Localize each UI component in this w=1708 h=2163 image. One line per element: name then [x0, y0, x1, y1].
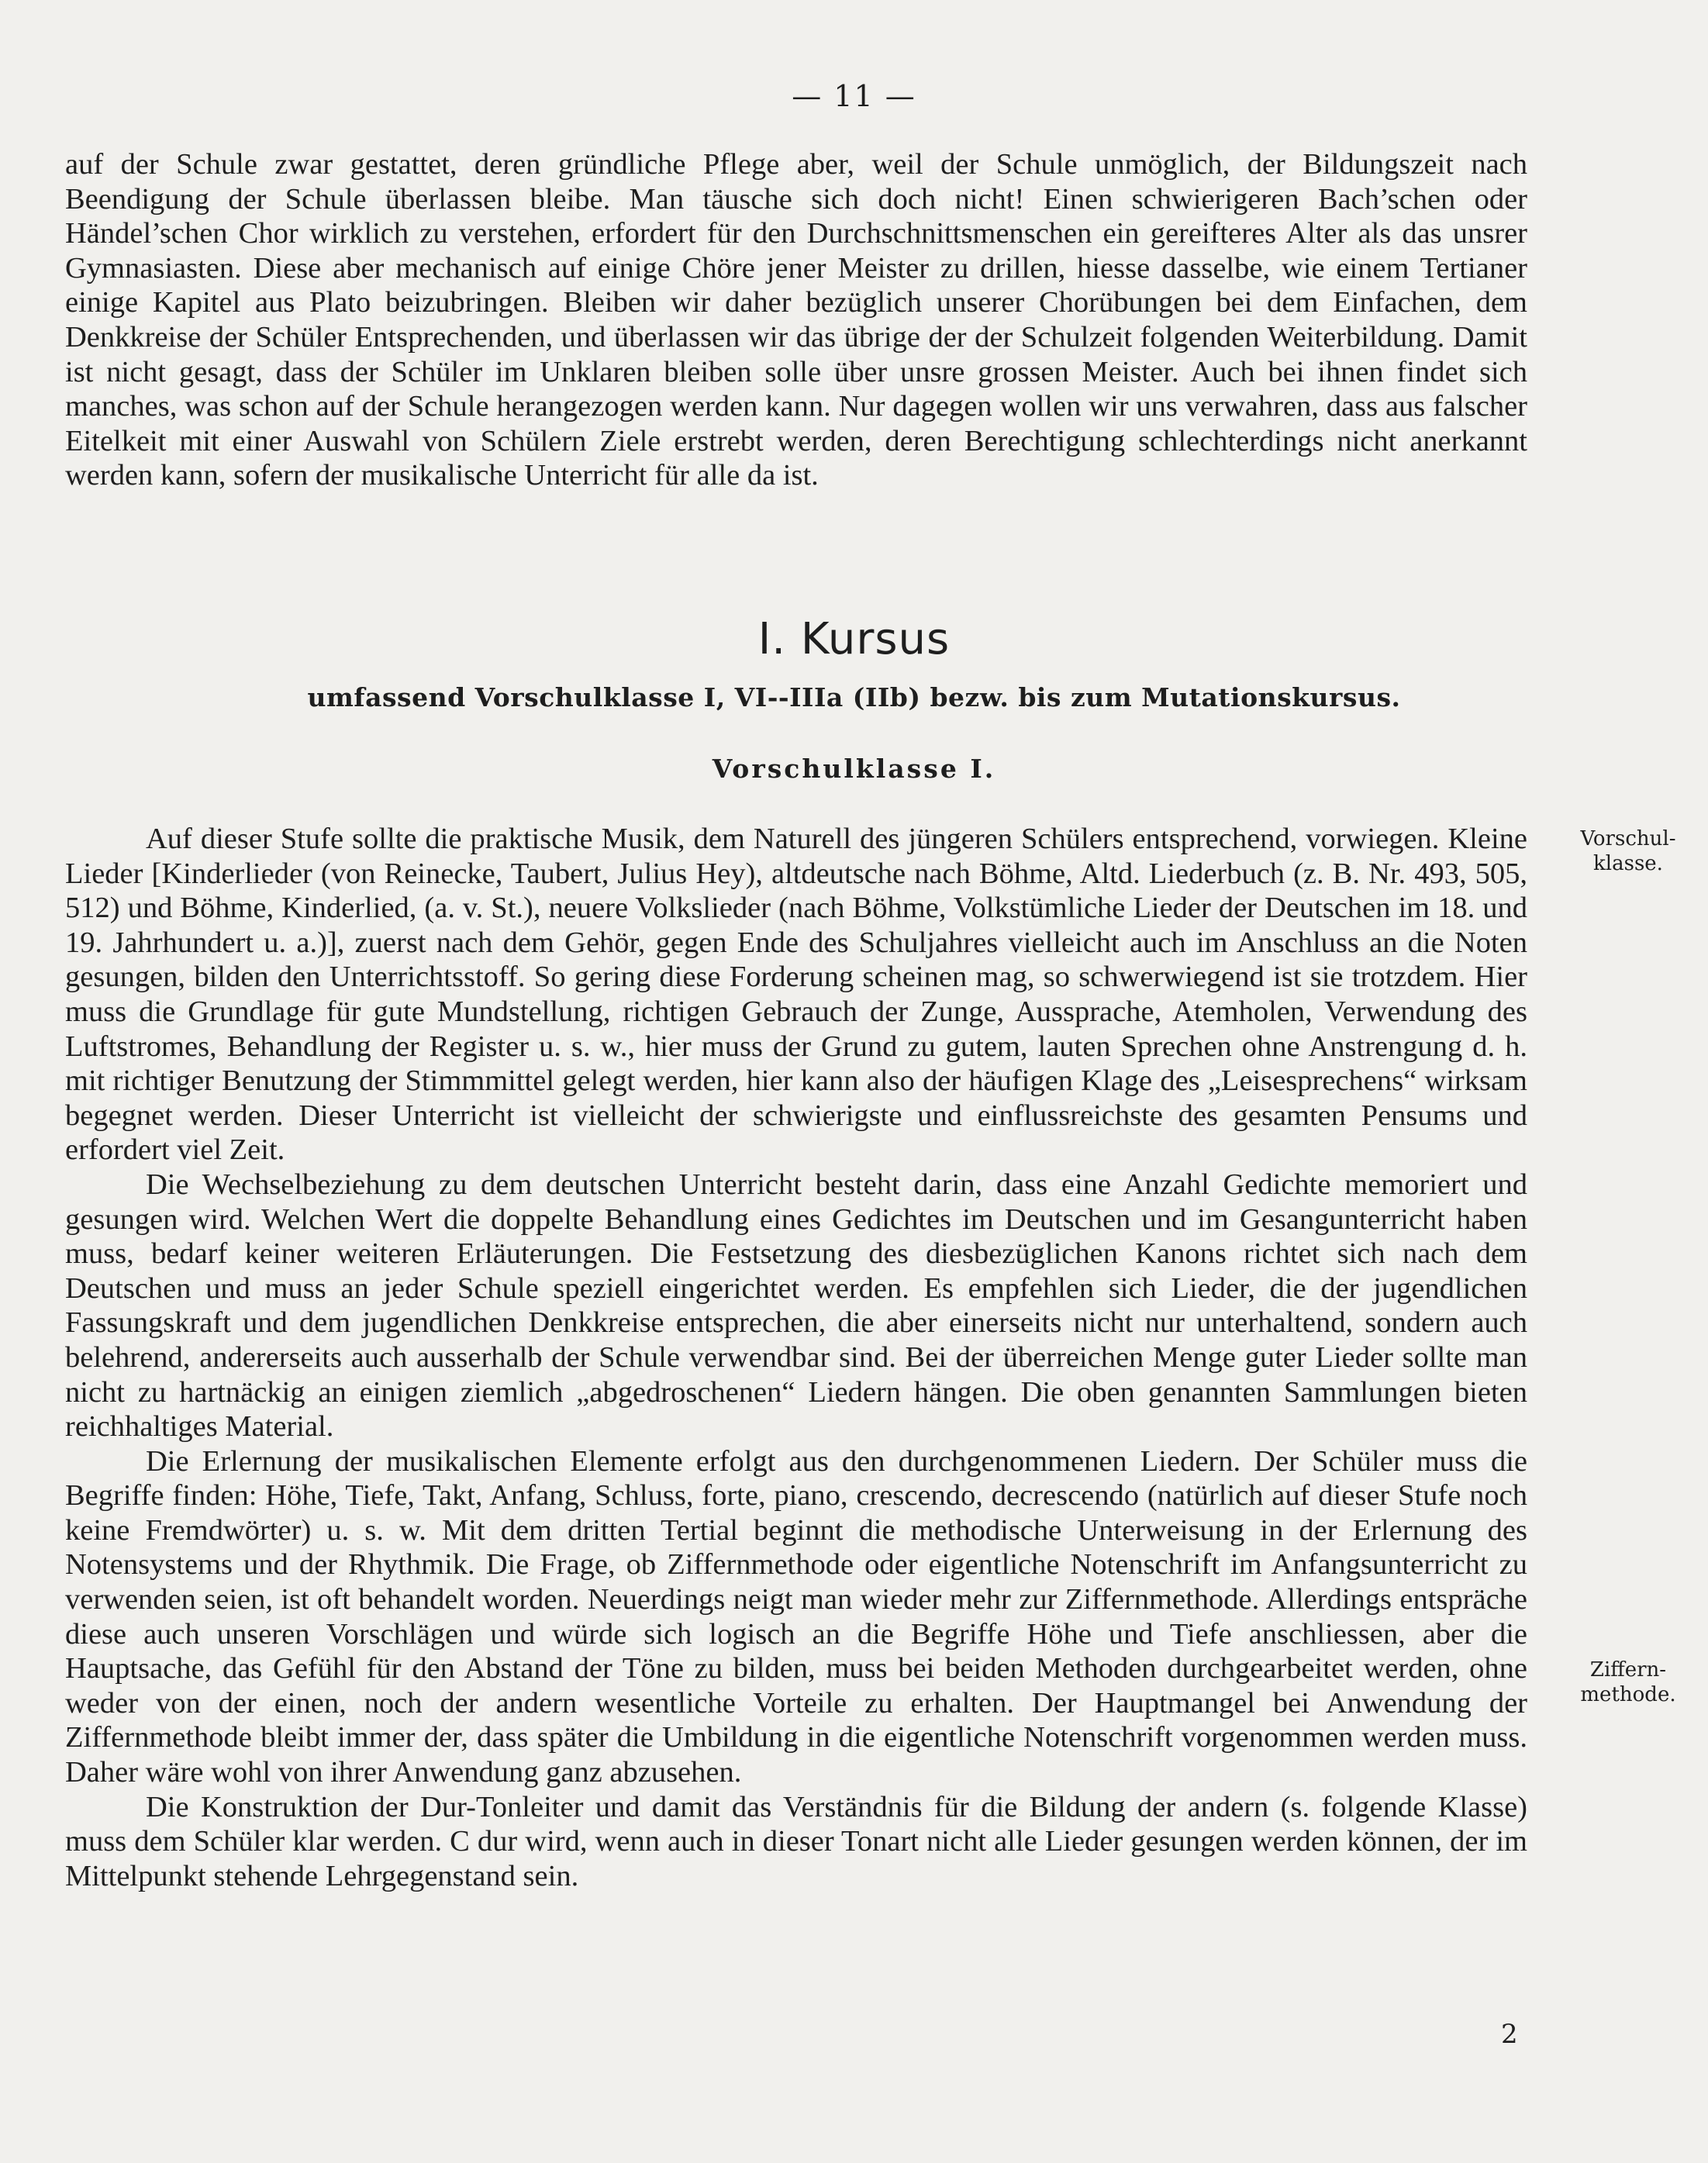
paragraph-musikalische-elemente: Die Erlernung der musikalischen Elemente erfolgt aus den durchgenommenen Liedern. Der Schüler muss die Begriffe finden: Höhe, Tiefe, Takt, Anfang, Schluss, forte, piano, crescendo, decrescendo (natürlich auf dieser Stufe noch keine Fremdwörter) u. s. w. Mit dem dritten Tertial beginnt die methodische Unterweisung in der Erlernung des Notensystems und der Rhythmik. Die Frage, ob Ziffernmethode oder eigentliche Notenschrift im Anfangsunterricht zu verwenden seien, ist oft behandelt worden. Neuerdings neigt man wieder mehr zur Ziffernmethode. Allerdings entspräche diese auch unseren Vorschlägen und würde sich logisch an die Begriffe Höhe und Tiefe anschliessen, aber die Hauptsache, das Gefühl für den Abstand der Töne zu bilden, muss bei beiden Methoden durchgearbeitet werden, ohne weder von der einen, noch der andern wesentliche Vorteile zu erhalten. Der Hauptmangel bei Anwendung der Ziffernmethode bleibt immer der, dass später die Umbildung in die eigentliche Notenschrift vorgenommen werden muss. Daher wäre wohl von ihrer Anwendung ganz abzusehen.: [65, 1444, 1527, 1789]
paragraph-praktische-musik: Auf dieser Stufe sollte die praktische Musik, dem Naturell des jüngeren Schülers entsprechend, vorwiegen. Kleine Lieder [Kinderlieder (von Reinecke, Taubert, Julius Hey), altdeutsche nach Böhme, Altd. Liederbuch (z. B. Nr. 493, 505, 512) und Böhme, Kinderlied, (a. v. St.), neuere Volkslieder (nach Böhme, Volkstümliche Lieder der Deutschen im 18. und 19. Jahrhundert u. a.)], zuerst nach dem Gehör, gegen Ende des Schuljahres vielleicht auch im Anschluss an die Noten gesungen, bilden den Unterrichtsstoff. So gering diese Forderung scheinen mag, so schwerwiegend ist sie trotzdem. Hier muss die Grundlage für gute Mundstellung, richtigen Gebrauch der Zunge, Aussprache, Atemholen, Verwendung des Luftstromes, Behandlung der Register u. s. w., hier muss der Grund zu gutem, lauten Sprechen ohne Anstrengung d. h. mit richtiger Benutzung der Stimmmittel gelegt werden, hier kann also der häufigen Klage des „Leisesprechens“ wirksam begegnet werden. Dieser Unterricht ist vielleicht der schwierigste und einflussreichste des gesamten Pensums und erfordert viel Zeit.: [65, 823, 1527, 1167]
signature-mark: 2: [1501, 2019, 1518, 2050]
intro-paragraph: auf der Schule zwar gestattet, deren gründliche Pflege aber, weil der Schule unmöglich, der Bildungszeit nach Beendigung der Schule überlassen bleibe. Man täusche sich doch nicht! Einen schwierigeren Bach’schen oder Händel’schen Chor wirklich zu verstehen, erfordert für den Durchschnittsmenschen ein gereifteres Alter als das unsrer Gymnasiasten. Diese aber mechanisch auf einige Chöre jener Meister zu drillen, hiesse dasselbe, wie einem Tertianer einige Kapitel aus Plato beizubringen. Bleiben wir daher bezüglich unserer Chorübungen bei dem Einfachen, dem Denkkreise der Schüler Entsprechenden, und überlassen wir das übrige der der Schulzeit folgenden Weiterbildung. Damit ist nicht gesagt, dass der Schüler im Unklaren bleiben solle über unsre grossen Meister. Auch bei ihnen findet sich manches, was schon auf der Schule herangezogen werden kann. Nur dagegen wollen wir uns verwahren, dass aus falscher Eitelkeit mit einer Auswahl von Schülern Ziele erstrebt werden, deren Berechtigung schlechterdings nicht anerkannt werden kann, sofern der musikalische Unterricht für alle da ist.: [65, 148, 1527, 492]
section-title: I. Kursus: [757, 614, 951, 664]
margin-note-ziffernmethode: Ziffern- methode.: [1580, 1658, 1676, 1706]
paragraph-wechselbeziehung: Die Wechselbeziehung zu dem deutschen Unterricht besteht darin, dass eine Anzahl Gedichte memoriert und gesungen wird. Welchen Wert die doppelte Behandlung eines Gedichtes im Deutschen und im Gesangunterricht haben muss, bedarf keiner weiteren Erläuterungen. Die Festsetzung des diesbezüglichen Kanons richtet sich nach dem Deutschen und muss an jeder Schule speziell eingerichtet werden. Es empfehlen sich Lieder, die der jugendlichen Fassungskraft und dem jugendlichen Denkkreise entsprechen, die aber einerseits nicht nur unterhaltend, sondern auch belehrend, andererseits auch ausserhalb der Schule verwendbar sind. Bei der überreichen Menge guter Lieder sollte man nicht zu hartnäckig an einigen ziemlich „abgedroschenen“ Liedern hängen. Die oben genannten Sammlungen bieten reichhaltiges Material.: [65, 1168, 1527, 1444]
main-text-block: [65, 822, 1527, 1893]
class-heading: Vorschulklasse I.: [712, 754, 996, 784]
paragraph-dur-tonleiter: Die Konstruktion der Dur-Tonleiter und damit das Verständnis für die Bildung der andern (s. folgende Klasse) muss dem Schüler klar werden. C dur wird, wenn auch in dieser Tonart nicht alle Lieder gesungen werden können, der im Mittelpunkt stehende Lehrgegenstand sein.: [65, 1790, 1527, 1892]
intro-paragraph-block: [65, 147, 1527, 493]
margin-note-vorschulklasse: Vorschul- klasse.: [1580, 827, 1676, 875]
page-number: — 11 —: [792, 79, 916, 113]
section-subtitle: umfassend Vorschulklasse I, VI--IIIa (IIb) bezw. bis zum Mutationskursus.: [307, 682, 1401, 712]
